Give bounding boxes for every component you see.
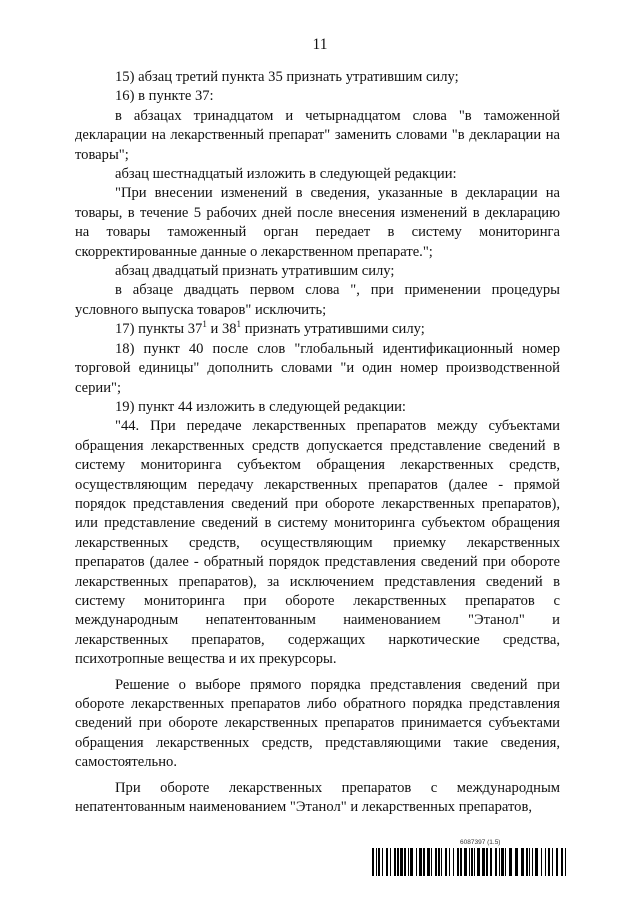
- barcode-bar: [474, 848, 475, 876]
- paragraph: 16) в пункте 37:: [115, 88, 214, 105]
- barcode-bar: [532, 848, 533, 876]
- barcode-bar: [419, 848, 422, 876]
- barcode-bar: [382, 848, 383, 876]
- barcode-graphic: [372, 848, 566, 876]
- barcode-bar: [529, 848, 530, 876]
- paragraph: "При внесении изменений в сведения, указанные в декларации на товары, в течение 5 рабочих дней после внесения изменений в декларацию на товары таможенный орган передает в систему мониторинга скорректированные данные о лекарственном препарате.";: [75, 185, 560, 260]
- barcode-bar: [394, 848, 396, 876]
- barcode-bar: [397, 848, 399, 876]
- document-code: 6087397 (1.5): [460, 839, 501, 846]
- paragraph: абзац шестнадцатый изложить в следующей редакции:: [115, 166, 457, 183]
- paragraph: 18) пункт 40 после слов "глобальный идентификационный номер торговой единицы" дополнить словами "и один номер производственной серии";: [75, 340, 560, 396]
- barcode-bar: [541, 848, 542, 876]
- barcode-bar: [376, 848, 377, 876]
- barcode-bar: [408, 848, 409, 876]
- barcode-bar: [460, 848, 462, 876]
- barcode-bar: [453, 848, 454, 876]
- barcode-bar: [372, 848, 374, 876]
- barcode-bar: [386, 848, 388, 876]
- barcode-bar: [482, 848, 485, 876]
- paragraph: При обороте лекарственных препаратов с международным непатентованным наименованием "Этанол" и лекарственных препаратов,: [75, 779, 560, 816]
- barcode: [372, 848, 566, 876]
- barcode-bar: [501, 848, 504, 876]
- barcode-bar: [449, 848, 450, 876]
- document-body: [75, 68, 560, 817]
- barcode-bar: [457, 848, 459, 876]
- item17-suffix: признать утратившими силу;: [241, 321, 425, 338]
- barcode-bar: [561, 848, 563, 876]
- superscript: 1: [236, 319, 242, 330]
- barcode-bar: [535, 848, 538, 876]
- page-number: 11: [312, 36, 328, 53]
- barcode-bar: [435, 848, 437, 876]
- barcode-bar: [471, 848, 473, 876]
- barcode-bar: [495, 848, 497, 876]
- barcode-bar: [438, 848, 440, 876]
- barcode-bar: [390, 848, 391, 876]
- barcode-bar: [521, 848, 524, 876]
- barcode-bar: [469, 848, 470, 876]
- barcode-bar: [548, 848, 550, 876]
- paragraph: абзац двадцатый признать утратившим силу;: [115, 263, 395, 280]
- paragraph: "44. При передаче лекарственных препаратов между субъектами обращения лекарственных средств допускается представление сведений в систему мониторинга субъектом обращения лекарственных средств, осуществляющим передачу лекарственных препаратов (далее - прямой порядок представления сведений при обороте лекарственных препаратов), или представление сведений в систему мониторинга субъектом обращения лекарственных средств, осуществляющим приемку лекарственных препаратов (далее - обратный порядок представления сведений при обороте лекарственных препаратов), за исключением представления сведений в систему мониторинга при обороте лекарственных препаратов с международным непатентованным наименованием "Этанол" и лекарственных препаратов, содержащих наркотические средства, психотропные вещества и их прекурсоры.: [75, 418, 560, 668]
- item17-prefix: 17) пункты 37: [115, 321, 203, 338]
- barcode-bar: [445, 848, 447, 876]
- item17-middle: и 38: [206, 321, 237, 338]
- barcode-bar: [416, 848, 417, 876]
- barcode-bar: [552, 848, 553, 876]
- barcode-bar: [545, 848, 546, 876]
- paragraph: 19) пункт 44 изложить в следующей редакции:: [115, 398, 406, 415]
- barcode-bar: [404, 848, 406, 876]
- barcode-bar: [515, 848, 518, 876]
- barcode-bar: [400, 848, 403, 876]
- paragraph: в абзацах тринадцатом и четырнадцатом слова "в таможенной декларации на лекарственный препарат" заменить словами "в декларации на товары";: [75, 107, 560, 163]
- barcode-bar: [477, 848, 480, 876]
- barcode-bar: [499, 848, 500, 876]
- barcode-bar: [378, 848, 380, 876]
- barcode-bar: [526, 848, 528, 876]
- paragraph: 15) абзац третий пункта 35 признать утратившим силу;: [115, 69, 459, 85]
- paragraph-item-17: [75, 320, 560, 339]
- barcode-bar: [486, 848, 488, 876]
- barcode-bar: [423, 848, 425, 876]
- barcode-bar: [490, 848, 492, 876]
- barcode-bar: [427, 848, 430, 876]
- barcode-bar: [505, 848, 506, 876]
- barcode-bar: [441, 848, 442, 876]
- barcode-bar: [464, 848, 467, 876]
- barcode-bar: [565, 848, 566, 876]
- paragraph: Решение о выборе прямого порядка представления сведений при обороте лекарственных препаратов либо обратного порядка представления сведений при обороте лекарственных препаратов принимается субъектами обращения лекарственных средств, представляющими такие сведения, самостоятельно.: [75, 676, 560, 771]
- barcode-bar: [431, 848, 432, 876]
- paragraph: в абзаце двадцать первом слова ", при применении процедуры условного выпуска товаров" исключить;: [75, 282, 560, 318]
- barcode-bar: [556, 848, 558, 876]
- barcode-bar: [509, 848, 512, 876]
- superscript: 1: [202, 319, 207, 330]
- barcode-bar: [410, 848, 413, 876]
